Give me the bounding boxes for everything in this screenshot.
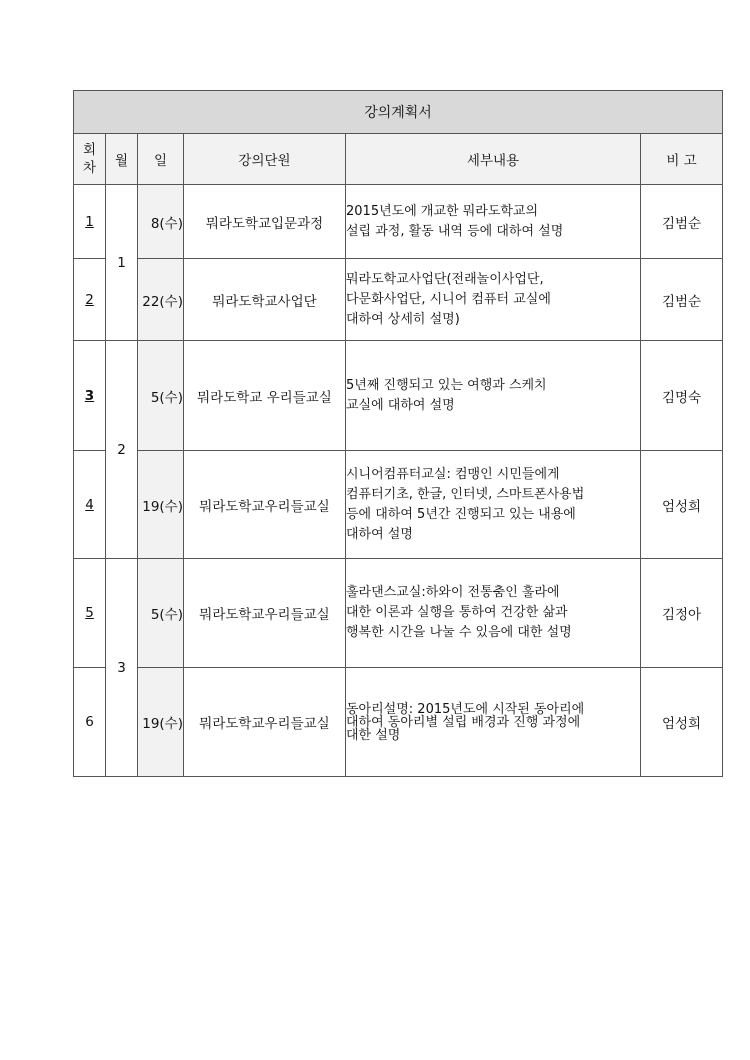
detail-cell: 5년째 진행되고 있는 여행과 스케치 교실에 대하여 설명 — [346, 341, 641, 451]
table-row — [74, 668, 723, 777]
note-cell: 김명숙 — [641, 341, 723, 451]
unit-cell: 뭐라도학교입문과정 — [184, 185, 346, 259]
day-cell: 5(수) — [138, 559, 184, 668]
session-number: 4 — [74, 451, 106, 559]
header-unit: 강의단원 — [184, 134, 346, 185]
day-cell: 19(수) — [138, 451, 184, 559]
day-cell: 5(수) — [138, 341, 184, 451]
table-row — [74, 559, 723, 668]
session-number: 3 — [74, 341, 106, 451]
day-cell: 8(수) — [138, 185, 184, 259]
header-session — [74, 134, 106, 185]
detail-cell: 동아리설명: 2015년도에 시작된 동아리에 대하여 동아리별 설립 배경과 진행 과정에 대한 설명 — [346, 668, 641, 777]
day-cell: 22(수) — [138, 259, 184, 341]
header-month: 월 — [106, 134, 138, 185]
lecture-plan-table — [73, 90, 723, 777]
header-day: 일 — [138, 134, 184, 185]
header-note: 비 고 — [641, 134, 723, 185]
detail-cell: 훌라댄스교실:하와이 전통춤인 훌라에 대한 이론과 실행을 통하여 건강한 삶과 행복한 시간을 나눌 수 있음에 대한 설명 — [346, 559, 641, 668]
table-row — [74, 259, 723, 341]
note-cell: 엄성희 — [641, 451, 723, 559]
unit-cell: 뭐라도학교사업단 — [184, 259, 346, 341]
document-title: 강의계획서 — [74, 91, 723, 134]
unit-cell: 뭐라도학교우리들교실 — [184, 559, 346, 668]
table-row — [74, 341, 723, 451]
day-cell: 19(수) — [138, 668, 184, 777]
month-cell: 2 — [106, 341, 138, 559]
note-cell: 김범순 — [641, 259, 723, 341]
session-number: 6 — [74, 668, 106, 777]
session-number: 5 — [74, 559, 106, 668]
header-detail: 세부내용 — [346, 134, 641, 185]
unit-cell: 뭐라도학교우리들교실 — [184, 451, 346, 559]
table-row — [74, 185, 723, 259]
month-cell: 3 — [106, 559, 138, 777]
table-row — [74, 451, 723, 559]
detail-cell: 뭐라도학교사업단(전래놀이사업단, 다문화사업단, 시니어 컴퓨터 교실에 대하여 상세히 설명) — [346, 259, 641, 341]
session-number: 1 — [74, 185, 106, 259]
note-cell: 김정아 — [641, 559, 723, 668]
header-session-label: 회 차 — [82, 142, 97, 176]
detail-cell: 2015년도에 개교한 뭐라도학교의 설립 과정, 활동 내역 등에 대하여 설명 — [346, 185, 641, 259]
month-cell: 1 — [106, 185, 138, 341]
detail-cell: 시니어컴퓨터교실: 컴맹인 시민들에게 컴퓨터기초, 한글, 인터넷, 스마트폰사용법 등에 대하여 5년간 진행되고 있는 내용에 대하여 설명 — [346, 451, 641, 559]
note-cell: 엄성희 — [641, 668, 723, 777]
unit-cell: 뭐라도학교 우리들교실 — [184, 341, 346, 451]
session-number: 2 — [74, 259, 106, 341]
note-cell: 김범순 — [641, 185, 723, 259]
unit-cell: 뭐라도학교우리들교실 — [184, 668, 346, 777]
